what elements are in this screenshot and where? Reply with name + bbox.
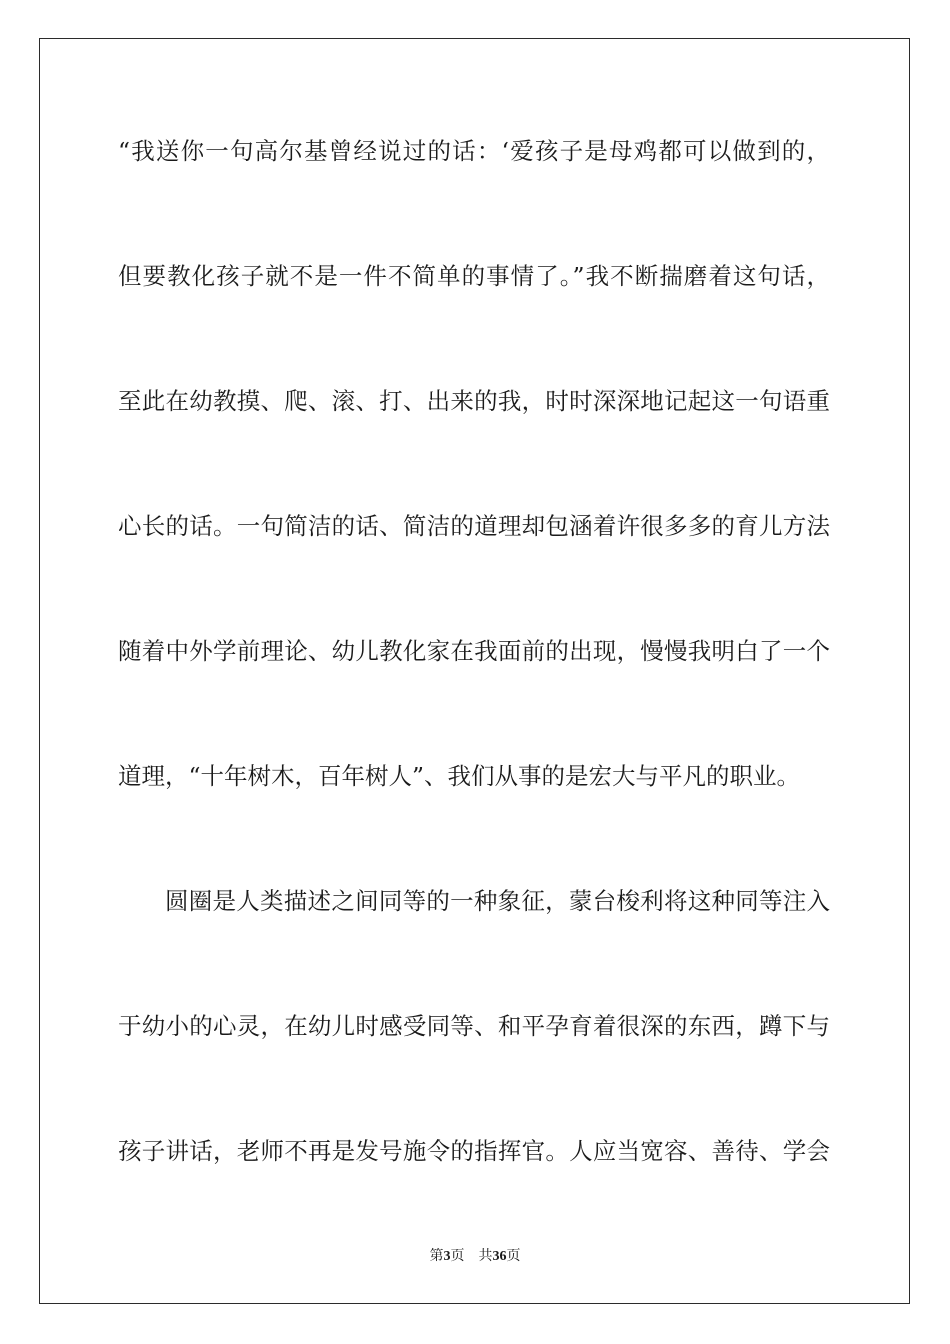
total-pages: 36 [492, 1249, 507, 1264]
text-line-6: 道理，“十年树木，百年树人”、我们从事的是宏大与平凡的职业。 [118, 762, 801, 790]
text-line-4: 心长的话。一句简洁的话、简洁的道理却包涵着许很多多的育儿方法 [118, 512, 830, 540]
text-line-7: 圆圈是人类描述之间同等的一种象征，蒙台梭利将这种同等注入 [165, 887, 830, 915]
text-line-3: 至此在幼教摸、爬、滚、打、出来的我，时时深深地记起这一句语重 [118, 387, 830, 415]
page-number: 3 [443, 1249, 451, 1264]
page-footer [0, 1246, 950, 1267]
text-line-1: “我送你一句高尔基曾经说过的话：‘爱孩子是母鸡都可以做到的， [118, 137, 830, 165]
text-line-2: 但要教化孩子就不是一件不简单的事情了。”我不断揣磨着这句话， [118, 262, 830, 290]
page-prefix: 第 [429, 1248, 444, 1264]
text-line-9: 孩子讲话，老师不再是发号施令的指挥官。人应当宽容、善待、学会 [118, 1137, 830, 1165]
page-suffix: 页 [450, 1248, 465, 1264]
text-line-8: 于幼小的心灵，在幼儿时感受同等、和平孕育着很深的东西，蹲下与 [118, 1012, 830, 1040]
total-suffix: 页 [506, 1248, 521, 1264]
page-border [39, 38, 910, 1304]
total-prefix: 共 [478, 1248, 493, 1264]
text-line-5: 随着中外学前理论、幼儿教化家在我面前的出现，慢慢我明白了一个 [118, 637, 830, 665]
